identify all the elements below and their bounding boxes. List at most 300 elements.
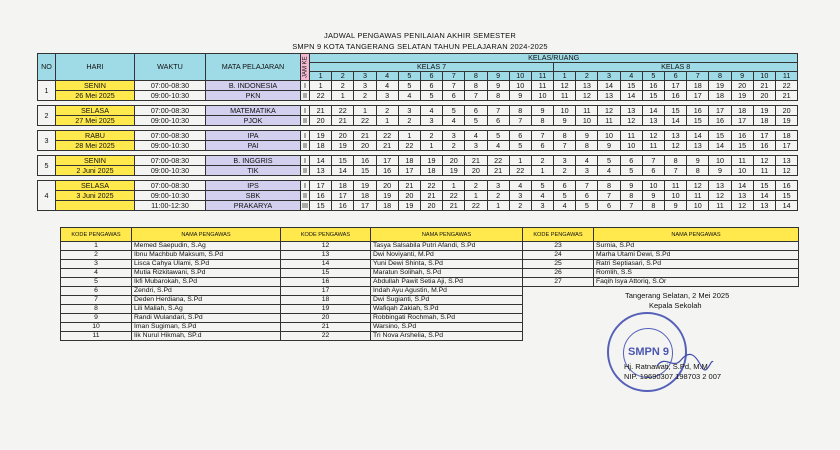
teacher-code: 26 xyxy=(523,269,594,278)
proctor-code: 8 xyxy=(687,166,709,176)
proctor-code: 6 xyxy=(576,191,598,201)
proctor-code: 6 xyxy=(443,91,465,101)
proctor-code: 7 xyxy=(554,141,576,151)
schedule-row xyxy=(38,191,798,201)
teacher-name: Indah Ayu Agustin, M.Pd xyxy=(371,287,523,296)
ruang-number: 7 xyxy=(687,72,709,81)
teacher-code: 19 xyxy=(281,305,371,314)
kode-header: KODE PENGAWAS xyxy=(61,228,132,242)
proctor-code: 6 xyxy=(642,166,664,176)
proctor-code: 19 xyxy=(775,116,797,126)
proctor-code: 5 xyxy=(398,81,420,91)
jam-ke: III xyxy=(302,200,308,210)
proctor-code: 4 xyxy=(531,191,553,201)
time-slot: 09:00-10:30 xyxy=(135,91,206,101)
proctor-code: 14 xyxy=(665,116,687,126)
day-number: 2 xyxy=(38,106,56,126)
proctor-code: 22 xyxy=(376,131,398,141)
proctor-code: 4 xyxy=(598,166,620,176)
proctor-code: 6 xyxy=(598,201,620,211)
ruang-number: 11 xyxy=(531,72,553,81)
day-number: 4 xyxy=(38,181,56,211)
proctor-code: 5 xyxy=(465,116,487,126)
proctor-code: 18 xyxy=(420,166,442,176)
proctor-code: 15 xyxy=(775,191,797,201)
proctor-code: 17 xyxy=(310,181,332,191)
proctor-code: 20 xyxy=(354,141,376,151)
teacher-code: 10 xyxy=(61,323,132,332)
teacher-name: Iman Sugiman, S.Pd xyxy=(132,323,281,332)
proctor-code: 3 xyxy=(443,131,465,141)
proctor-code: 3 xyxy=(531,201,553,211)
teacher-code: 7 xyxy=(61,296,132,305)
teacher-name: Deden Herdiana, S.Pd xyxy=(132,296,281,305)
proctor-code: 15 xyxy=(332,156,354,166)
proctor-code: 8 xyxy=(509,106,531,116)
proctor-code: 3 xyxy=(487,181,509,191)
ruang-number: 9 xyxy=(487,72,509,81)
ruang-number: 10 xyxy=(509,72,531,81)
schedule-row xyxy=(38,141,798,151)
proctor-code: 17 xyxy=(665,81,687,91)
proctor-code: 11 xyxy=(554,91,576,101)
teacher-name: Maratun Solihah, S.Pd xyxy=(371,269,523,278)
schedule-row xyxy=(38,131,798,141)
proctor-code: 12 xyxy=(620,116,642,126)
ruang-number: 3 xyxy=(354,72,376,81)
proctor-code: 1 xyxy=(531,166,553,176)
proctor-code: 7 xyxy=(531,131,553,141)
proctor-code: 17 xyxy=(398,166,420,176)
proctor-code: 15 xyxy=(665,106,687,116)
schedule-row xyxy=(38,116,798,126)
proctor-code: 17 xyxy=(354,201,376,211)
proctor-code: 5 xyxy=(576,201,598,211)
time-slot: 11:00-12:30 xyxy=(135,201,206,211)
proctor-code: 13 xyxy=(775,156,797,166)
proctor-code: 17 xyxy=(332,191,354,201)
teacher-row xyxy=(61,251,799,260)
teacher-code: 2 xyxy=(61,251,132,260)
proctor-code: 7 xyxy=(598,191,620,201)
teacher-row xyxy=(61,323,799,332)
proctor-code: 18 xyxy=(376,201,398,211)
proctor-code: 1 xyxy=(509,156,531,166)
proctor-code: 18 xyxy=(709,91,731,101)
teacher-row xyxy=(61,242,799,251)
proctor-code: 18 xyxy=(332,181,354,191)
proctor-code: 8 xyxy=(620,191,642,201)
proctor-code: 1 xyxy=(398,131,420,141)
day-date: 27 Mei 2025 xyxy=(56,116,135,126)
ruang-number: 9 xyxy=(731,72,753,81)
proctor-code: 7 xyxy=(443,81,465,91)
proctor-code: 2 xyxy=(531,156,553,166)
jam-ke: II xyxy=(301,116,310,126)
header-hari: HARI xyxy=(56,54,135,81)
proctor-code: 2 xyxy=(443,141,465,151)
teacher-code: 27 xyxy=(523,278,594,287)
proctor-code: 20 xyxy=(753,91,775,101)
teacher-code: 20 xyxy=(281,314,371,323)
teacher-code: 21 xyxy=(281,323,371,332)
proctor-code: 1 xyxy=(443,181,465,191)
time-slot: 09:00-10:30 xyxy=(135,116,206,126)
ruang-number: 4 xyxy=(620,72,642,81)
proctor-code: 11 xyxy=(687,191,709,201)
kode-header: KODE PENGAWAS xyxy=(523,228,594,242)
proctor-code: 14 xyxy=(332,166,354,176)
proctor-code: 13 xyxy=(620,106,642,116)
teacher-name: Abdullah Pawit Setia Aji, S.Pd xyxy=(371,278,523,287)
proctor-code: 2 xyxy=(509,201,531,211)
ruang-number: 5 xyxy=(398,72,420,81)
proctor-code: 22 xyxy=(443,191,465,201)
signature-name: Hj. Ratnawati, S.Pd, M.M xyxy=(624,362,708,371)
proctor-code: 16 xyxy=(354,156,376,166)
proctor-code: 12 xyxy=(576,91,598,101)
teacher-name: Zendri, S.Pd xyxy=(132,287,281,296)
schedule-row xyxy=(38,166,798,176)
proctor-code: 2 xyxy=(554,166,576,176)
proctor-code: 19 xyxy=(354,181,376,191)
ruang-number: 6 xyxy=(420,72,442,81)
proctor-code: 9 xyxy=(665,201,687,211)
proctor-code: 19 xyxy=(398,201,420,211)
teacher-code: 15 xyxy=(281,269,371,278)
teacher-name: Robbingati Rochmah, S.Pd xyxy=(371,314,523,323)
proctor-code: 21 xyxy=(398,181,420,191)
proctor-code: 20 xyxy=(420,201,442,211)
proctor-code: 14 xyxy=(598,81,620,91)
ruang-number: 2 xyxy=(576,72,598,81)
kode-header: KODE PENGAWAS xyxy=(281,228,371,242)
proctor-code: 11 xyxy=(576,106,598,116)
proctor-code: 5 xyxy=(554,191,576,201)
proctor-code: 20 xyxy=(465,166,487,176)
ruang-number: 4 xyxy=(376,72,398,81)
ruang-number: 8 xyxy=(709,72,731,81)
signature-place-date: Tangerang Selatan, 2 Mei 2025 xyxy=(625,291,730,300)
proctor-code: 6 xyxy=(554,181,576,191)
ruang-number: 10 xyxy=(753,72,775,81)
subject: PJOK xyxy=(206,116,301,126)
proctor-code: 1 xyxy=(487,201,509,211)
teacher-name: Lisca Cahya Ulami, S.Pd xyxy=(132,260,281,269)
proctor-code: 4 xyxy=(465,131,487,141)
teacher-code: 24 xyxy=(523,251,594,260)
proctor-code: 19 xyxy=(420,156,442,166)
signature-role: Kepala Sekolah xyxy=(649,301,702,310)
stamp-text: SMPN 9 xyxy=(628,346,669,358)
proctor-code: 10 xyxy=(665,191,687,201)
proctor-code: 13 xyxy=(310,166,332,176)
header-kelas-8: KELAS 8 xyxy=(554,63,798,72)
proctor-code: 3 xyxy=(398,106,420,116)
proctor-code: 17 xyxy=(731,116,753,126)
proctor-code: 7 xyxy=(465,91,487,101)
proctor-code: 12 xyxy=(642,131,664,141)
ruang-number: 7 xyxy=(443,72,465,81)
teacher-name: Marha Utami Dewi, S.Pd xyxy=(594,251,799,260)
teacher-code-table xyxy=(60,227,799,341)
proctor-code: 16 xyxy=(642,81,664,91)
proctor-code: 6 xyxy=(487,116,509,126)
proctor-code: 12 xyxy=(753,156,775,166)
ruang-number: 8 xyxy=(465,72,487,81)
subject: B. INDONESIA xyxy=(206,81,301,91)
teacher-code: 11 xyxy=(61,332,132,341)
proctor-code: 10 xyxy=(576,116,598,126)
signature-nip: NIP. 19690307 198703 2 007 xyxy=(624,372,722,381)
proctor-code: 17 xyxy=(709,106,731,116)
header-kelas-7: KELAS 7 xyxy=(310,63,554,72)
day-number: 5 xyxy=(38,156,56,176)
teacher-name: Surnia, S.Pd xyxy=(594,242,799,251)
teacher-code: 16 xyxy=(281,278,371,287)
proctor-code: 21 xyxy=(775,91,797,101)
header-waktu: WAKTU xyxy=(135,54,206,81)
proctor-code: 13 xyxy=(642,116,664,126)
proctor-code: 12 xyxy=(687,181,709,191)
teacher-name: Ratri Septiasari, S.Pd xyxy=(594,260,799,269)
teacher-name: Faqih Isya Attoriq, S.Or xyxy=(594,278,799,287)
day-name: SENIN xyxy=(56,81,135,91)
proctor-code: 11 xyxy=(665,181,687,191)
day-name: SELASA xyxy=(56,106,135,116)
proctor-code: 4 xyxy=(487,141,509,151)
proctor-code: 15 xyxy=(620,81,642,91)
proctor-code: 20 xyxy=(775,106,797,116)
proctor-code: 6 xyxy=(509,131,531,141)
teacher-name: Wafiqah Zakiah, S.Pd xyxy=(371,305,523,314)
teacher-code: 17 xyxy=(281,287,371,296)
teacher-code: 22 xyxy=(281,332,371,341)
day-name: SELASA xyxy=(56,181,135,191)
jam-ke: I xyxy=(301,181,310,191)
proctor-code: 22 xyxy=(354,116,376,126)
proctor-code: 22 xyxy=(310,91,332,101)
schedule-row xyxy=(38,156,798,166)
jam-ke: I xyxy=(301,81,310,91)
proctor-code: 13 xyxy=(576,81,598,91)
subject: TIK xyxy=(206,166,301,176)
teacher-name: Dwi Sugianti, S.Pd xyxy=(371,296,523,305)
ruang-number: 5 xyxy=(642,72,664,81)
proctor-code: 14 xyxy=(753,191,775,201)
proctor-code: 11 xyxy=(731,156,753,166)
proctor-code: 1 xyxy=(354,106,376,116)
proctor-code: 18 xyxy=(753,116,775,126)
proctor-code: 9 xyxy=(620,181,642,191)
subject: IPA xyxy=(206,131,301,141)
proctor-code: 16 xyxy=(753,141,775,151)
teacher-name: Randi Wulandari, S.Pd xyxy=(132,314,281,323)
day-date: 28 Mei 2025 xyxy=(56,141,135,151)
time-slot: 07:00-08:30 xyxy=(135,156,206,166)
time-slot: 07:00-08:30 xyxy=(135,181,206,191)
ruang-number: 1 xyxy=(310,72,332,81)
proctor-code: 9 xyxy=(709,166,731,176)
jam-ke: I xyxy=(301,106,310,116)
proctor-code: 1 xyxy=(420,141,442,151)
proctor-code: 6 xyxy=(620,156,642,166)
schedule-row xyxy=(38,91,798,101)
proctor-code: 18 xyxy=(731,106,753,116)
proctor-code: 9 xyxy=(531,106,553,116)
proctor-code: 10 xyxy=(509,81,531,91)
proctor-code: 12 xyxy=(731,201,753,211)
proctor-code: 13 xyxy=(665,131,687,141)
proctor-code: 22 xyxy=(332,106,354,116)
teacher-row xyxy=(61,269,799,278)
proctor-code: 4 xyxy=(420,106,442,116)
proctor-code: 10 xyxy=(598,131,620,141)
proctor-code: 15 xyxy=(709,131,731,141)
proctor-code: 15 xyxy=(731,141,753,151)
proctor-code: 5 xyxy=(531,181,553,191)
proctor-code: 5 xyxy=(598,156,620,166)
day-number: 3 xyxy=(38,131,56,151)
proctor-code: 9 xyxy=(642,191,664,201)
proctor-code: 10 xyxy=(642,181,664,191)
teacher-code: 3 xyxy=(61,260,132,269)
proctor-code: 13 xyxy=(731,191,753,201)
proctor-code: 8 xyxy=(554,131,576,141)
teacher-name: Dwi Noviyanti, M.Pd xyxy=(371,251,523,260)
proctor-code: 2 xyxy=(398,116,420,126)
proctor-code: 18 xyxy=(310,141,332,151)
proctor-code: 18 xyxy=(398,156,420,166)
proctor-code: 11 xyxy=(753,166,775,176)
ruang-number: 1 xyxy=(554,72,576,81)
proctor-code: 11 xyxy=(620,131,642,141)
proctor-code: 2 xyxy=(420,131,442,141)
proctor-code: 22 xyxy=(509,166,531,176)
proctor-code: 4 xyxy=(376,81,398,91)
proctor-code: 17 xyxy=(753,131,775,141)
proctor-code: 13 xyxy=(753,201,775,211)
proctor-code: 8 xyxy=(487,91,509,101)
proctor-code: 4 xyxy=(554,201,576,211)
proctor-code: 20 xyxy=(310,116,332,126)
proctor-code: 17 xyxy=(775,141,797,151)
proctor-code: 14 xyxy=(775,201,797,211)
proctor-code: 19 xyxy=(731,91,753,101)
document-subtitle: SMPN 9 KOTA TANGERANG SELATAN TAHUN PELAJARAN 2024-2025 xyxy=(292,42,548,51)
teacher-code: 12 xyxy=(281,242,371,251)
proctor-code: 12 xyxy=(598,106,620,116)
proctor-code: 11 xyxy=(531,81,553,91)
proctor-code: 1 xyxy=(465,191,487,201)
proctor-code: 2 xyxy=(332,81,354,91)
proctor-code: 20 xyxy=(398,191,420,201)
time-slot: 07:00-08:30 xyxy=(135,131,206,141)
ruang-number: 6 xyxy=(665,72,687,81)
subject: PRAKARYA xyxy=(206,201,301,211)
proctor-code: 16 xyxy=(310,191,332,201)
proctor-code: 7 xyxy=(487,106,509,116)
proctor-code: 17 xyxy=(376,156,398,166)
teacher-code: 4 xyxy=(61,269,132,278)
proctor-code: 16 xyxy=(709,116,731,126)
proctor-code: 22 xyxy=(487,156,509,166)
proctor-code: 21 xyxy=(753,81,775,91)
header-no: NO xyxy=(38,54,56,81)
proctor-code: 10 xyxy=(687,201,709,211)
proctor-code: 13 xyxy=(709,181,731,191)
proctor-code: 21 xyxy=(310,106,332,116)
ruang-number: 11 xyxy=(775,72,797,81)
proctor-code: 16 xyxy=(731,131,753,141)
proctor-code: 7 xyxy=(665,166,687,176)
teacher-name: Tri Nova Arshelia, S.Pd xyxy=(371,332,523,341)
time-slot: 07:00-08:30 xyxy=(135,81,206,91)
proctor-code: 18 xyxy=(775,131,797,141)
teacher-name: Memed Saepudin, S.Ag xyxy=(132,242,281,251)
proctor-code: 20 xyxy=(332,131,354,141)
proctor-code: 5 xyxy=(420,91,442,101)
proctor-code: 16 xyxy=(775,181,797,191)
proctor-code: 8 xyxy=(576,141,598,151)
jam-ke: I xyxy=(301,156,310,166)
proctor-code: 6 xyxy=(420,81,442,91)
proctor-code: 9 xyxy=(487,81,509,91)
proctor-code: 21 xyxy=(376,141,398,151)
subject: PKN xyxy=(206,91,301,101)
proctor-code: 3 xyxy=(509,191,531,201)
teacher-name: Yuni Dewi Shinta, S.Pd xyxy=(371,260,523,269)
proctor-code: 19 xyxy=(753,106,775,116)
teacher-name: Warsino, S.Pd xyxy=(371,323,523,332)
proctor-code: 3 xyxy=(420,116,442,126)
proctor-code: 9 xyxy=(576,131,598,141)
time-slot: 07:00-08:30 xyxy=(135,106,206,116)
proctor-code: 21 xyxy=(465,156,487,166)
teacher-code: 18 xyxy=(281,296,371,305)
proctor-code: 19 xyxy=(376,191,398,201)
proctor-code: 14 xyxy=(310,156,332,166)
proctor-code: 10 xyxy=(554,106,576,116)
day-date: 26 Mei 2025 xyxy=(56,91,135,101)
proctor-code: 5 xyxy=(620,166,642,176)
proctor-code: 14 xyxy=(731,181,753,191)
teacher-code: 23 xyxy=(523,242,594,251)
teacher-code: 8 xyxy=(61,305,132,314)
proctor-code: 20 xyxy=(443,156,465,166)
proctor-code: 10 xyxy=(531,91,553,101)
proctor-code: 2 xyxy=(465,181,487,191)
teacher-code: 5 xyxy=(61,278,132,287)
teacher-code: 1 xyxy=(61,242,132,251)
day-name: RABU xyxy=(56,131,135,141)
proctor-code: 3 xyxy=(554,156,576,166)
day-date: 2 Juni 2025 xyxy=(56,166,135,176)
proctor-code: 14 xyxy=(620,91,642,101)
schedule-row xyxy=(38,181,798,191)
proctor-code: 19 xyxy=(443,166,465,176)
proctor-code: 12 xyxy=(554,81,576,91)
proctor-code: 4 xyxy=(443,116,465,126)
proctor-code: 20 xyxy=(376,181,398,191)
header-kelas-ruang: KELAS/RUANG xyxy=(310,54,798,63)
proctor-code: 21 xyxy=(332,116,354,126)
proctor-code: 9 xyxy=(554,116,576,126)
time-slot: 09:00-10:30 xyxy=(135,191,206,201)
proctor-code: 9 xyxy=(687,156,709,166)
proctor-code: 8 xyxy=(598,181,620,191)
proctor-code: 16 xyxy=(687,106,709,116)
